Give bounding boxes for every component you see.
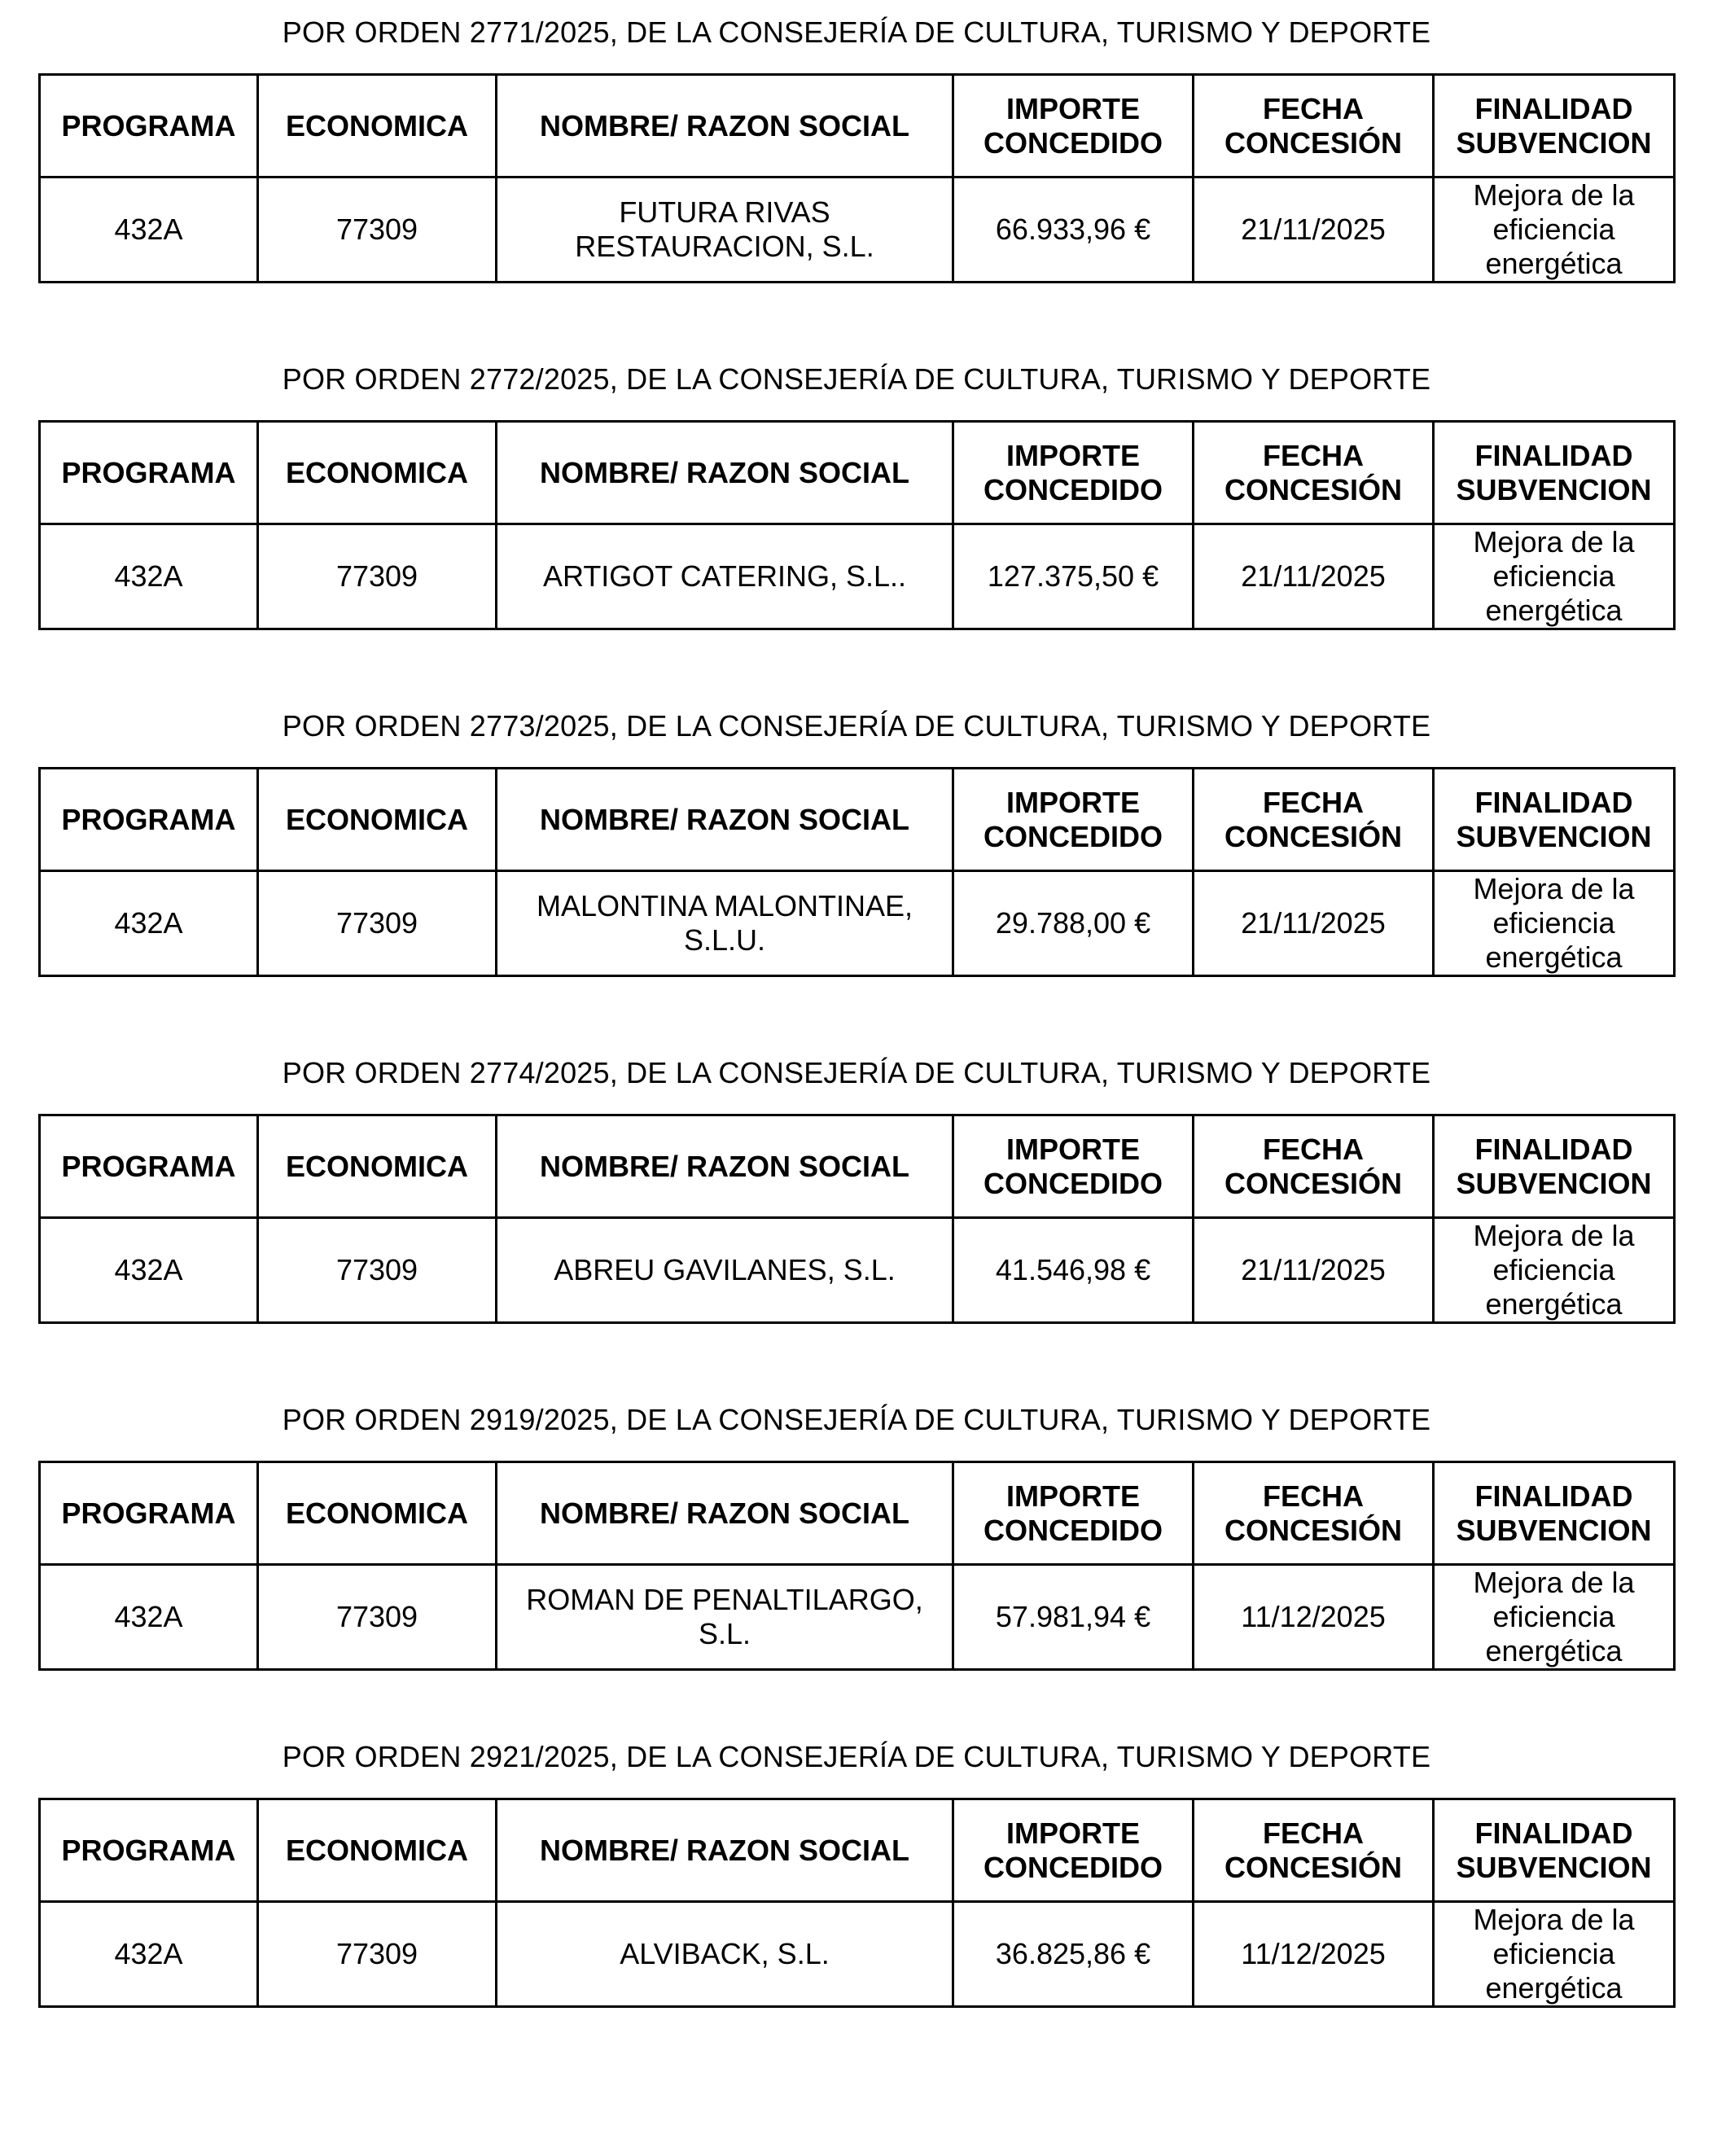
header-nombre: NOMBRE/ RAZON SOCIAL xyxy=(497,769,953,871)
header-economica: ECONOMICA xyxy=(258,1462,497,1565)
cell-programa: 432A xyxy=(40,871,258,976)
header-importe: IMPORTE CONCEDIDO xyxy=(953,1462,1194,1565)
header-importe: IMPORTE CONCEDIDO xyxy=(953,75,1194,177)
cell-importe: 29.788,00 € xyxy=(953,871,1194,976)
header-fecha: FECHA CONCESIÓN xyxy=(1194,75,1434,177)
header-fecha: FECHA CONCESIÓN xyxy=(1194,422,1434,524)
header-fecha: FECHA CONCESIÓN xyxy=(1194,1462,1434,1565)
header-finalidad: FINALIDAD SUBVENCION xyxy=(1434,1799,1675,1902)
header-nombre: NOMBRE/ RAZON SOCIAL xyxy=(497,422,953,524)
cell-nombre: ROMAN DE PENALTILARGO, S.L. xyxy=(497,1565,953,1670)
cell-programa: 432A xyxy=(40,1218,258,1323)
header-economica: ECONOMICA xyxy=(258,1799,497,1902)
table-row xyxy=(40,871,1675,976)
header-programa: PROGRAMA xyxy=(40,422,258,524)
table-row xyxy=(40,1218,1675,1323)
cell-nombre: FUTURA RIVAS RESTAURACION, S.L. xyxy=(497,177,953,283)
order-heading: POR ORDEN 2772/2025, DE LA CONSEJERÍA DE CULTURA, TURISMO Y DEPORTE xyxy=(282,362,1431,396)
order-heading: POR ORDEN 2919/2025, DE LA CONSEJERÍA DE CULTURA, TURISMO Y DEPORTE xyxy=(282,1403,1431,1436)
header-nombre: NOMBRE/ RAZON SOCIAL xyxy=(497,1115,953,1218)
header-row xyxy=(40,75,1675,177)
header-programa: PROGRAMA xyxy=(40,1115,258,1218)
cell-fecha: 11/12/2025 xyxy=(1194,1902,1434,2007)
order-heading: POR ORDEN 2774/2025, DE LA CONSEJERÍA DE CULTURA, TURISMO Y DEPORTE xyxy=(282,1056,1431,1089)
grant-table xyxy=(38,73,1676,283)
cell-economica: 77309 xyxy=(258,871,497,976)
grant-table xyxy=(38,420,1676,630)
order-heading: POR ORDEN 2771/2025, DE LA CONSEJERÍA DE CULTURA, TURISMO Y DEPORTE xyxy=(282,15,1431,49)
cell-importe: 41.546,98 € xyxy=(953,1218,1194,1323)
cell-importe: 127.375,50 € xyxy=(953,524,1194,629)
header-programa: PROGRAMA xyxy=(40,1799,258,1902)
grant-table xyxy=(38,1798,1676,2008)
cell-economica: 77309 xyxy=(258,1565,497,1670)
header-importe: IMPORTE CONCEDIDO xyxy=(953,1115,1194,1218)
cell-economica: 77309 xyxy=(258,1902,497,2007)
header-fecha: FECHA CONCESIÓN xyxy=(1194,1115,1434,1218)
cell-importe: 57.981,94 € xyxy=(953,1565,1194,1670)
grant-table xyxy=(38,767,1676,977)
header-finalidad: FINALIDAD SUBVENCION xyxy=(1434,1115,1675,1218)
header-row xyxy=(40,1799,1675,1902)
cell-economica: 77309 xyxy=(258,177,497,283)
header-importe: IMPORTE CONCEDIDO xyxy=(953,422,1194,524)
grant-table xyxy=(38,1461,1676,1671)
table-row xyxy=(40,1902,1675,2007)
header-finalidad: FINALIDAD SUBVENCION xyxy=(1434,422,1675,524)
cell-fecha: 11/12/2025 xyxy=(1194,1565,1434,1670)
header-row xyxy=(40,769,1675,871)
header-row xyxy=(40,422,1675,524)
header-programa: PROGRAMA xyxy=(40,769,258,871)
cell-fecha: 21/11/2025 xyxy=(1194,1218,1434,1323)
header-economica: ECONOMICA xyxy=(258,1115,497,1218)
cell-fecha: 21/11/2025 xyxy=(1194,177,1434,283)
cell-programa: 432A xyxy=(40,1902,258,2007)
table-row xyxy=(40,1565,1675,1670)
header-finalidad: FINALIDAD SUBVENCION xyxy=(1434,75,1675,177)
cell-finalidad: Mejora de la eficiencia energética xyxy=(1434,177,1675,283)
cell-finalidad: Mejora de la eficiencia energética xyxy=(1434,1902,1675,2007)
cell-nombre: ARTIGOT CATERING, S.L.. xyxy=(497,524,953,629)
order-heading: POR ORDEN 2921/2025, DE LA CONSEJERÍA DE CULTURA, TURISMO Y DEPORTE xyxy=(282,1740,1431,1773)
cell-economica: 77309 xyxy=(258,524,497,629)
header-importe: IMPORTE CONCEDIDO xyxy=(953,1799,1194,1902)
cell-programa: 432A xyxy=(40,524,258,629)
header-nombre: NOMBRE/ RAZON SOCIAL xyxy=(497,1462,953,1565)
header-finalidad: FINALIDAD SUBVENCION xyxy=(1434,769,1675,871)
header-row xyxy=(40,1115,1675,1218)
header-economica: ECONOMICA xyxy=(258,769,497,871)
cell-fecha: 21/11/2025 xyxy=(1194,871,1434,976)
cell-programa: 432A xyxy=(40,177,258,283)
cell-finalidad: Mejora de la eficiencia energética xyxy=(1434,1565,1675,1670)
cell-fecha: 21/11/2025 xyxy=(1194,524,1434,629)
header-programa: PROGRAMA xyxy=(40,1462,258,1565)
cell-nombre: ABREU GAVILANES, S.L. xyxy=(497,1218,953,1323)
cell-finalidad: Mejora de la eficiencia energética xyxy=(1434,524,1675,629)
table-row xyxy=(40,524,1675,629)
header-nombre: NOMBRE/ RAZON SOCIAL xyxy=(497,75,953,177)
cell-programa: 432A xyxy=(40,1565,258,1670)
table-row xyxy=(40,177,1675,283)
header-fecha: FECHA CONCESIÓN xyxy=(1194,1799,1434,1902)
cell-importe: 36.825,86 € xyxy=(953,1902,1194,2007)
cell-nombre: MALONTINA MALONTINAE, S.L.U. xyxy=(497,871,953,976)
header-nombre: NOMBRE/ RAZON SOCIAL xyxy=(497,1799,953,1902)
header-economica: ECONOMICA xyxy=(258,422,497,524)
cell-importe: 66.933,96 € xyxy=(953,177,1194,283)
header-programa: PROGRAMA xyxy=(40,75,258,177)
header-fecha: FECHA CONCESIÓN xyxy=(1194,769,1434,871)
order-heading: POR ORDEN 2773/2025, DE LA CONSEJERÍA DE CULTURA, TURISMO Y DEPORTE xyxy=(282,709,1431,743)
header-row xyxy=(40,1462,1675,1565)
grant-table xyxy=(38,1114,1676,1324)
cell-economica: 77309 xyxy=(258,1218,497,1323)
cell-finalidad: Mejora de la eficiencia energética xyxy=(1434,871,1675,976)
header-economica: ECONOMICA xyxy=(258,75,497,177)
header-importe: IMPORTE CONCEDIDO xyxy=(953,769,1194,871)
cell-nombre: ALVIBACK, S.L. xyxy=(497,1902,953,2007)
header-finalidad: FINALIDAD SUBVENCION xyxy=(1434,1462,1675,1565)
cell-finalidad: Mejora de la eficiencia energética xyxy=(1434,1218,1675,1323)
